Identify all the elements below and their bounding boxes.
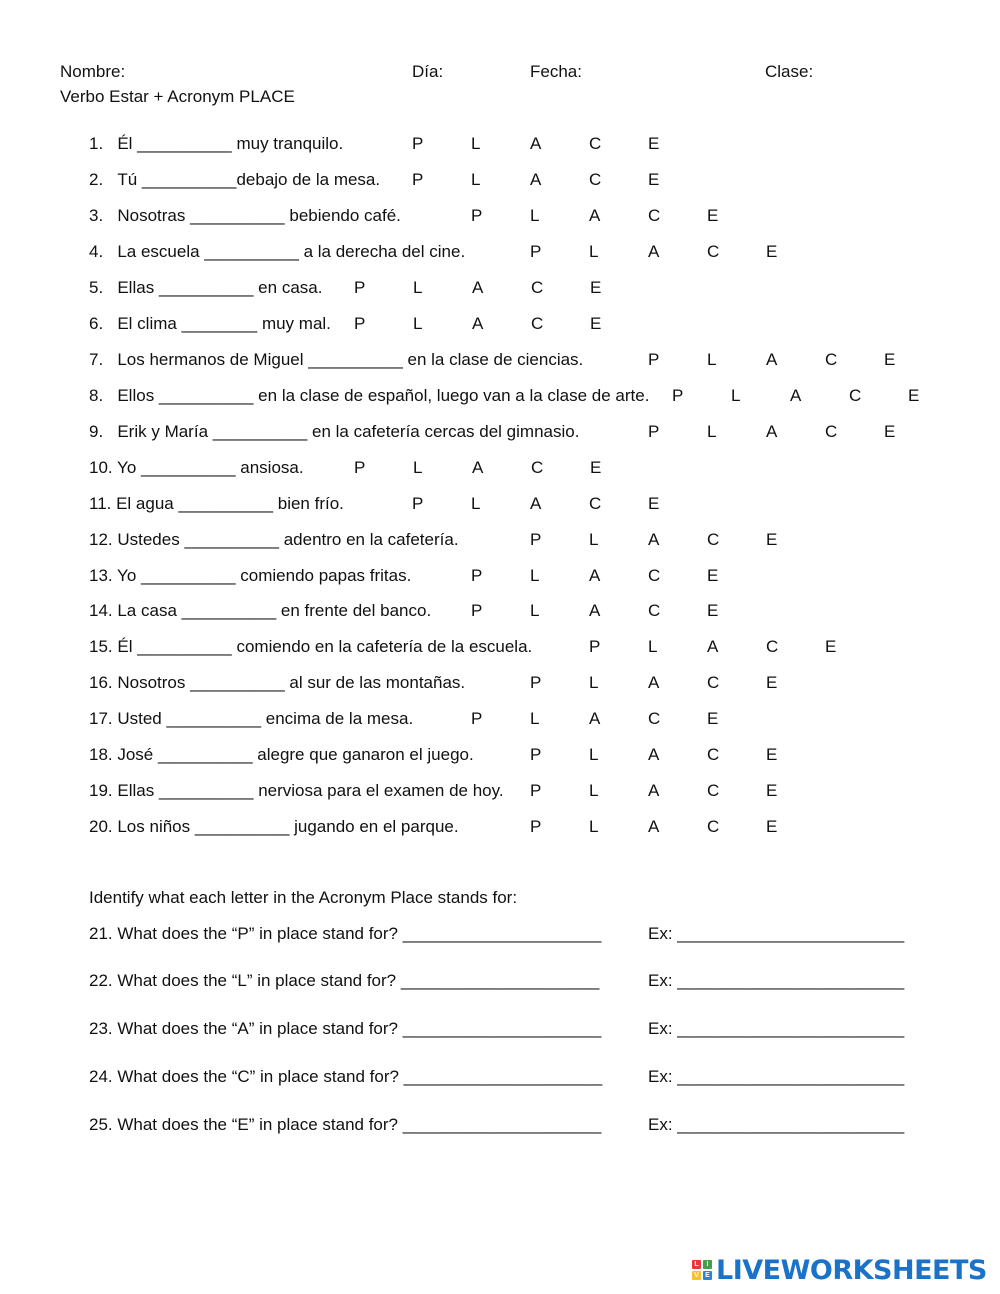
acronym-letter-option[interactable]: E [648,494,660,513]
acronym-letter-option[interactable]: A [472,458,484,477]
acronym-letter-option[interactable]: C [648,601,661,620]
acronym-letter-option[interactable]: A [589,709,601,728]
acronym-letter-option[interactable]: L [589,673,599,692]
exercise-sentence: 13. Yo __________ comiendo papas fritas. [89,566,412,585]
acronym-letter-option[interactable]: L [413,314,423,333]
acronym-letter-option[interactable]: E [590,278,602,297]
exercise-sentence: 19. Ellas __________ nerviosa para el examen de hoy. [89,781,504,800]
acronym-letter-option[interactable]: L [648,637,658,656]
clase-label: Clase: [765,62,814,81]
acronym-letter-option[interactable]: E [707,566,719,585]
exercise-sentence: 9. Erik y María __________ en la cafetería cercas del gimnasio. [89,422,580,441]
acronym-letter-option[interactable]: E [707,206,719,225]
exercise-sentence: 3. Nosotras __________ bebiendo café. [89,206,401,225]
acronym-letter-option[interactable]: A [648,673,660,692]
acronym-letter-option[interactable]: E [590,314,602,333]
acronym-letter-option[interactable]: L [589,781,599,800]
exercise-sentence: 10. Yo __________ ansiosa. [89,458,304,477]
acronym-letter-option[interactable]: L [413,278,423,297]
acronym-letter-option[interactable]: P [530,673,542,692]
dia-label: Día: [412,62,444,81]
acronym-letter-option[interactable]: P [648,350,660,369]
example-blank[interactable]: Ex: ________________________ [648,1019,905,1038]
acronym-letter-option[interactable]: P [672,386,684,405]
acronym-letter-option[interactable]: C [648,709,661,728]
acronym-letter-option[interactable]: L [589,530,599,549]
identify-heading: Identify what each letter in the Acronym Place stands for: [89,888,518,907]
nombre-label: Nombre: [60,62,126,81]
acronym-letter-option[interactable]: A [648,817,660,836]
acronym-letter-option[interactable]: C [648,206,661,225]
exercise-sentence: 2. Tú __________debajo de la mesa. [89,170,381,189]
acronym-letter-option[interactable]: P [412,170,424,189]
acronym-letter-option[interactable]: A [589,206,601,225]
liveworksheets-logo [692,1256,987,1284]
exercise-sentence: 17. Usted __________ encima de la mesa. [89,709,414,728]
acronym-letter-option[interactable]: L [530,601,540,620]
acronym-letter-option[interactable]: E [648,134,660,153]
acronym-letter-option[interactable]: E [766,673,778,692]
question-prompt: 21. What does the “P” in place stand for? _____________________ [89,924,602,943]
acronym-letter-option[interactable]: P [354,278,366,297]
acronym-letter-option[interactable]: P [471,206,483,225]
acronym-letter-option[interactable]: C [531,314,544,333]
acronym-letter-option[interactable]: A [766,422,778,441]
acronym-letter-option[interactable]: P [412,494,424,513]
example-blank[interactable]: Ex: ________________________ [648,1115,905,1134]
acronym-letter-option[interactable]: P [354,458,366,477]
exercise-sentence: 7. Los hermanos de Miguel __________ en la clase de ciencias. [89,350,584,369]
acronym-letter-option[interactable]: C [849,386,862,405]
acronym-letter-option[interactable]: C [707,673,720,692]
acronym-letter-option[interactable]: E [766,745,778,764]
exercise-sentence: 12. Ustedes __________ adentro en la cafetería. [89,530,459,549]
acronym-letter-option[interactable]: L [413,458,423,477]
acronym-letter-option[interactable]: A [648,781,660,800]
fecha-label: Fecha: [530,62,582,81]
acronym-letter-option[interactable]: A [707,637,719,656]
logo-grid-cell: E [703,1271,712,1280]
exercise-sentence: 18. José __________ alegre que ganaron el juego. [89,745,474,764]
acronym-letter-option[interactable]: C [648,566,661,585]
exercise-sentence: 11. El agua __________ bien frío. [89,494,344,513]
logo-grid-cell: L [692,1260,701,1269]
acronym-letter-option[interactable]: C [531,278,544,297]
acronym-letter-option[interactable]: L [530,566,540,585]
acronym-letter-option[interactable]: P [471,601,483,620]
acronym-letter-option[interactable]: P [530,530,542,549]
acronym-letter-option[interactable]: L [731,386,741,405]
example-blank[interactable]: Ex: ________________________ [648,1067,905,1086]
logo-text: LIVEWORKSHEETS [716,1254,987,1286]
acronym-letter-option[interactable]: L [707,422,717,441]
acronym-letter-option[interactable]: P [412,134,424,153]
acronym-letter-option[interactable]: P [471,709,483,728]
acronym-letter-option[interactable]: A [648,242,660,261]
acronym-letter-option[interactable]: A [530,494,542,513]
acronym-letter-option[interactable]: A [530,134,542,153]
acronym-letter-option[interactable]: E [766,781,778,800]
question-prompt: 23. What does the “A” in place stand for? _____________________ [89,1019,602,1038]
question-prompt: 22. What does the “L” in place stand for? _____________________ [89,971,600,990]
acronym-letter-option[interactable]: E [825,637,837,656]
exercise-sentence: 20. Los niños __________ jugando en el parque. [89,817,459,836]
acronym-letter-option[interactable]: A [648,745,660,764]
acronym-letter-option[interactable]: A [589,566,601,585]
question-prompt: 25. What does the “E” in place stand for? _____________________ [89,1115,602,1134]
acronym-letter-option[interactable]: L [471,134,481,153]
acronym-letter-option[interactable]: C [825,350,838,369]
acronym-letter-option[interactable]: A [790,386,802,405]
acronym-letter-option[interactable]: C [707,745,720,764]
acronym-letter-option[interactable]: C [589,170,602,189]
acronym-letter-option[interactable]: C [707,817,720,836]
acronym-letter-option[interactable]: L [530,206,540,225]
acronym-letter-option[interactable]: E [648,170,660,189]
acronym-letter-option[interactable]: E [766,242,778,261]
acronym-letter-option[interactable]: P [530,781,542,800]
acronym-letter-option[interactable]: P [648,422,660,441]
acronym-letter-option[interactable]: C [707,530,720,549]
acronym-letter-option[interactable]: E [766,817,778,836]
acronym-letter-option[interactable]: E [766,530,778,549]
acronym-letter-option[interactable]: E [908,386,920,405]
question-prompt: 24. What does the “C” in place stand for? _____________________ [89,1067,603,1086]
exercise-sentence: 5. Ellas __________ en casa. [89,278,323,297]
exercise-sentence: 16. Nosotros __________ al sur de las montañas. [89,673,466,692]
acronym-letter-option[interactable]: E [707,709,719,728]
acronym-letter-option[interactable]: P [530,817,542,836]
acronym-letter-option[interactable]: P [354,314,366,333]
exercise-sentence: 6. El clima ________ muy mal. [89,314,331,333]
acronym-letter-option[interactable]: P [530,242,542,261]
acronym-letter-option[interactable]: A [472,314,484,333]
acronym-letter-option[interactable]: C [707,242,720,261]
acronym-letter-option[interactable]: A [530,170,542,189]
logo-grid-cell: I [703,1260,712,1269]
worksheet-subtitle: Verbo Estar + Acronym PLACE [60,87,295,106]
acronym-letter-option[interactable]: L [589,817,599,836]
acronym-letter-option[interactable]: A [472,278,484,297]
exercise-sentence: 1. Él __________ muy tranquilo. [89,134,344,153]
acronym-letter-option[interactable]: E [590,458,602,477]
logo-grid-cell: V [692,1271,701,1280]
acronym-letter-option[interactable]: C [825,422,838,441]
logo-grid-icon [692,1260,712,1280]
acronym-letter-option[interactable]: L [471,170,481,189]
acronym-letter-option[interactable]: A [766,350,778,369]
acronym-letter-option[interactable]: L [530,709,540,728]
exercise-sentence: 14. La casa __________ en frente del banco. [89,601,432,620]
exercise-sentence: 8. Ellos __________ en la clase de español, luego van a la clase de arte. [89,386,650,405]
acronym-letter-option[interactable]: P [471,566,483,585]
example-blank[interactable]: Ex: ________________________ [648,924,905,943]
acronym-letter-option[interactable]: C [589,134,602,153]
acronym-letter-option[interactable]: C [766,637,779,656]
acronym-letter-option[interactable]: C [707,781,720,800]
exercise-sentence: 15. Él __________ comiendo en la cafetería de la escuela. [89,637,533,656]
acronym-letter-option[interactable]: P [589,637,601,656]
exercise-sentence: 4. La escuela __________ a la derecha del cine. [89,242,466,261]
acronym-letter-option[interactable]: L [707,350,717,369]
acronym-letter-option[interactable]: E [707,601,719,620]
example-blank[interactable]: Ex: ________________________ [648,971,905,990]
acronym-letter-option[interactable]: A [589,601,601,620]
acronym-letter-option[interactable]: C [531,458,544,477]
acronym-letter-option[interactable]: A [648,530,660,549]
acronym-letter-option[interactable]: E [884,350,896,369]
acronym-letter-option[interactable]: L [589,242,599,261]
acronym-letter-option[interactable]: L [589,745,599,764]
acronym-letter-option[interactable]: C [589,494,602,513]
acronym-letter-option[interactable]: P [530,745,542,764]
acronym-letter-option[interactable]: E [884,422,896,441]
acronym-letter-option[interactable]: L [471,494,481,513]
